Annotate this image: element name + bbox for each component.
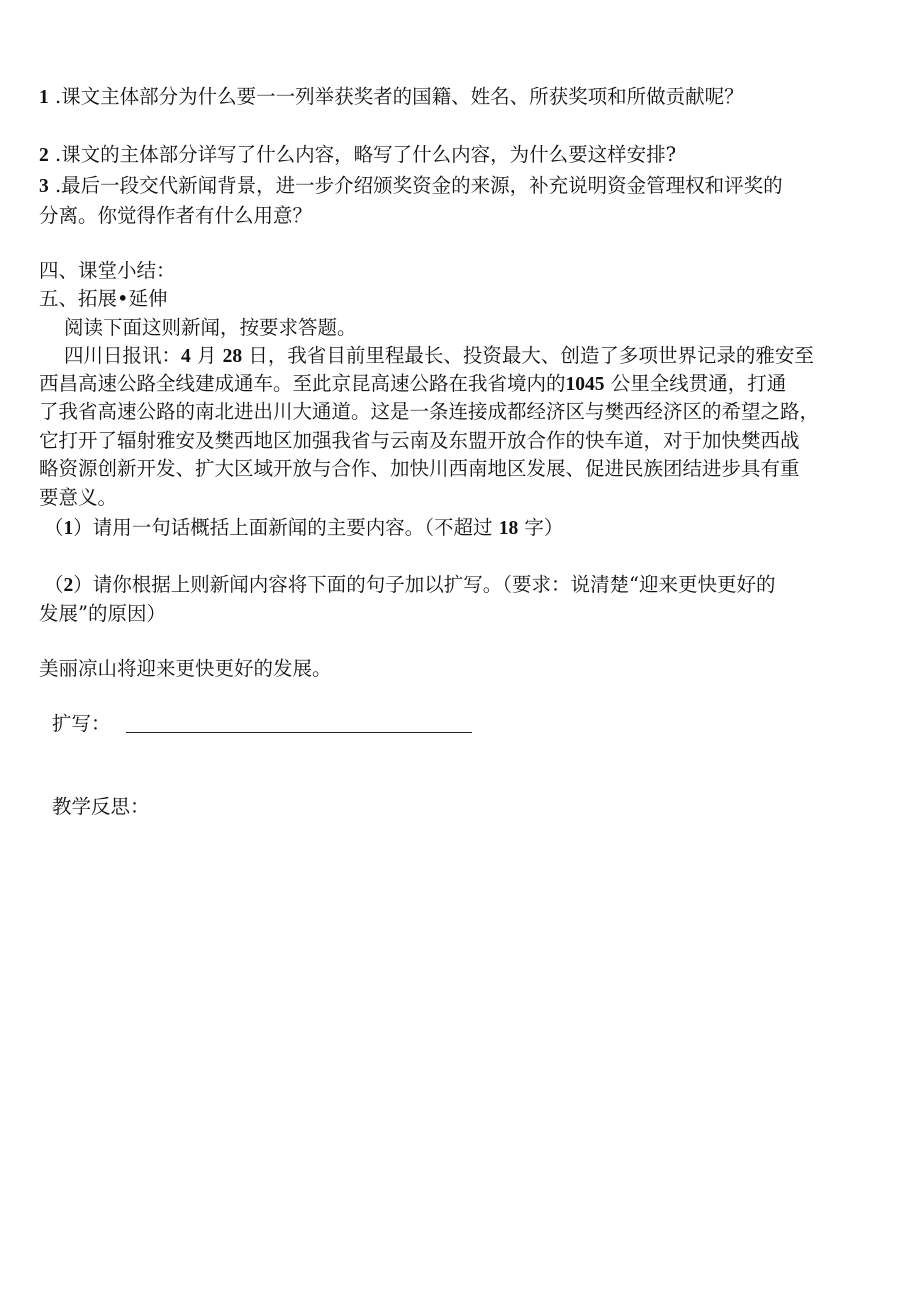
task-1-close-paren: ） bbox=[73, 516, 93, 539]
task-1 bbox=[44, 518, 563, 539]
task-2-close-paren: ） bbox=[73, 573, 93, 596]
news-line-6: 要意义。 bbox=[39, 486, 118, 509]
news-month-label: 月 bbox=[190, 344, 223, 367]
question-1-text: .课文主体部分为什么要一一列举获奖者的国籍、姓名、所获奖项和所做贡献呢？ bbox=[48, 85, 744, 108]
task-1-open-paren: （ bbox=[44, 516, 64, 539]
reading-instruction: 阅读下面这则新闻，按要求答题。 bbox=[64, 316, 357, 339]
news-line-3: 了我省高速公路的南北进出川大通道。这是一条连接成都经济区与樊西经济区的希望之路， bbox=[39, 400, 820, 423]
news-line-2-text: 西昌高速公路全线建成通车。至此京昆高速公路在我省境内的 bbox=[39, 372, 566, 395]
expand-label: 扩写： bbox=[52, 712, 111, 735]
section-extension-heading: 五、拓展•延伸 bbox=[39, 287, 168, 310]
news-line-1 bbox=[64, 346, 814, 367]
task-2-open-paren: （ bbox=[44, 573, 64, 596]
news-line-2-end: 公里全线贯通，打通 bbox=[604, 372, 787, 395]
news-line-5: 略资源创新开发、扩大区域开放与合作、加快川西南地区发展、促进民族团结进步具有重 bbox=[39, 457, 800, 480]
question-2-text: .课文的主体部分详写了什么内容，略写了什么内容，为什么要这样安排? bbox=[48, 143, 677, 166]
question-3-number: 3 bbox=[39, 176, 49, 197]
news-distance: 1045 bbox=[565, 374, 605, 395]
news-line-1-rest: 日，我省目前里程最长、投资最大、创造了多项世界记录的雅安至 bbox=[242, 344, 814, 367]
teaching-reflection-label: 教学反思： bbox=[52, 795, 150, 818]
task-1-number: 1 bbox=[63, 518, 74, 539]
news-source: 四川日报讯： bbox=[64, 344, 182, 367]
task-2-text-line2: 发展”的原因） bbox=[39, 602, 166, 625]
news-line-4: 它打开了辐射雅安及樊西地区加强我省与云南及东盟开放合作的快车道，对于加快樊西战 bbox=[39, 429, 800, 452]
question-2-number: 2 bbox=[39, 145, 49, 166]
task-2 bbox=[44, 575, 776, 596]
question-1 bbox=[39, 87, 744, 108]
news-day: 28 bbox=[222, 346, 243, 367]
section-summary-heading: 四、课堂小结： bbox=[39, 259, 176, 282]
question-3 bbox=[39, 176, 783, 197]
source-sentence: 美丽凉山将迎来更快更好的发展。 bbox=[39, 657, 332, 680]
question-1-number: 1 bbox=[39, 87, 49, 108]
question-3-text-line2: 分离。你觉得作者有什么用意？ bbox=[39, 204, 313, 227]
task-2-number: 2 bbox=[63, 575, 74, 596]
task-1-text: 请用一句话概括上面新闻的主要内容。（不超过 bbox=[92, 516, 499, 539]
task-1-limit: 18 bbox=[498, 518, 519, 539]
task-1-end: 字） bbox=[518, 516, 564, 539]
question-2 bbox=[39, 145, 676, 166]
news-line-2 bbox=[39, 374, 786, 395]
question-3-text-line1: .最后一段交代新闻背景，进一步介绍颁奖资金的来源，补充说明资金管理权和评奖的 bbox=[48, 174, 783, 197]
task-2-text-line1: 请你根据上则新闻内容将下面的句子加以扩写。（要求：说清楚“迎来更快更好的 bbox=[92, 573, 776, 596]
news-month: 4 bbox=[181, 346, 191, 367]
expand-answer-blank[interactable] bbox=[126, 732, 472, 733]
